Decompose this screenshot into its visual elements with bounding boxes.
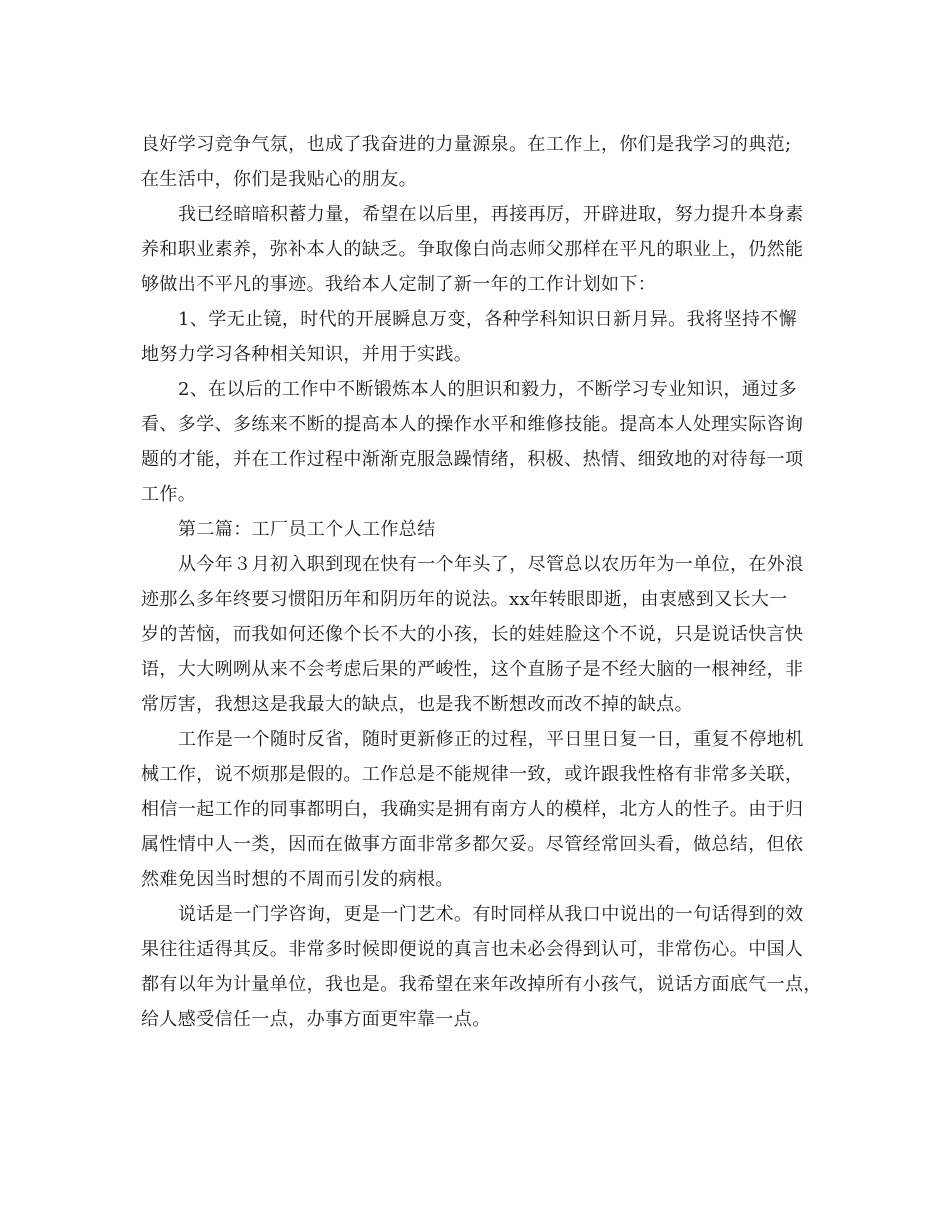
text-line: 械工作，说不烦那是假的。工作总是不能规律一致，或许跟我性格有非常多关联， [141,764,804,785]
list-item-2: 2、在以后的工作中不断锻炼本人的胆识和毅力，不断学习专业知识，通过多 [178,379,798,400]
text-line: 果往往适得其反。非常多时候即便说的真言也未必会得到认可，非常伤心。中国人 [141,939,804,960]
text-line: 都有以年为计量单位，我也是。我希望在来年改掉所有小孩气，说话方面底气一点， [141,974,822,995]
paragraph-first-line: 从今年３月初入职到现在快有一个年头了，尽管总以农历年为一单位，在外浪 [178,554,804,575]
text-line: 良好学习竞争气氛，也成了我奋进的力量源泉。在工作上，你们是我学习的典范; [141,134,792,155]
text-line: 够做出不平凡的事迹。我给本人定制了新一年的工作计划如下： [141,274,657,295]
text-line: 属性情中人一类，因而在做事方面非常多都欠妥。尽管经常回头看，做总结，但依 [141,834,804,855]
text-line: 岁的苦恼，而我如何还像个长不大的小孩，长的娃娃脸这个不说，只是说话快言快 [141,624,804,645]
section-heading: 第二篇：工厂员工个人工作总结 [178,519,436,540]
paragraph-first-line: 工作是一个随时反省，随时更新修正的过程，平日里日复一日，重复不停地机 [178,729,804,750]
list-item-1: 1、学无止镜，时代的开展瞬息万变，各种学科知识日新月异。我将坚持不懈 [178,309,798,330]
text-line: 相信一起工作的同事都明白，我确实是拥有南方人的模样，北方人的性子。由于归 [141,799,804,820]
paragraph-first-line: 说话是一门学咨询，更是一门艺术。有时同样从我口中说出的一句话得到的效 [178,904,804,925]
text-line: 语，大大咧咧从来不会考虑后果的严峻性，这个直肠子是不经大脑的一根神经，非 [141,659,804,680]
text-line: 看、多学、多练来不断的提高本人的操作水平和维修技能。提高本人处理实际咨询 [141,414,804,435]
text-line: 题的才能，并在工作过程中渐渐克服急躁情绪，积极、热情、细致地的对待每一项 [141,449,804,470]
text-line: 然难免因当时想的不周而引发的病根。 [141,869,454,890]
text-line: 常厉害，我想这是我最大的缺点，也是我不断想改而改不掉的缺点。 [141,694,693,715]
text-line: 养和职业素养，弥补本人的缺乏。争取像白尚志师父那样在平凡的职业上，仍然能 [141,239,804,260]
text-line: 迹那么多年终要习惯阳历年和阴历年的说法。xx年转眼即逝，由衷感到又长大一 [141,589,788,610]
paragraph-first-line: 我已经暗暗积蓄力量，希望在以后里，再接再厉，开辟进取，努力提升本身素 [178,204,804,225]
text-line: 工作。 [141,484,197,505]
text-line: 在生活中，你们是我贴心的朋友。 [141,169,417,190]
text-line: 地努力学习各种相关知识，并用于实践。 [141,344,473,365]
text-line: 给人感受信任一点，办事方面更牢靠一点。 [141,1009,491,1030]
